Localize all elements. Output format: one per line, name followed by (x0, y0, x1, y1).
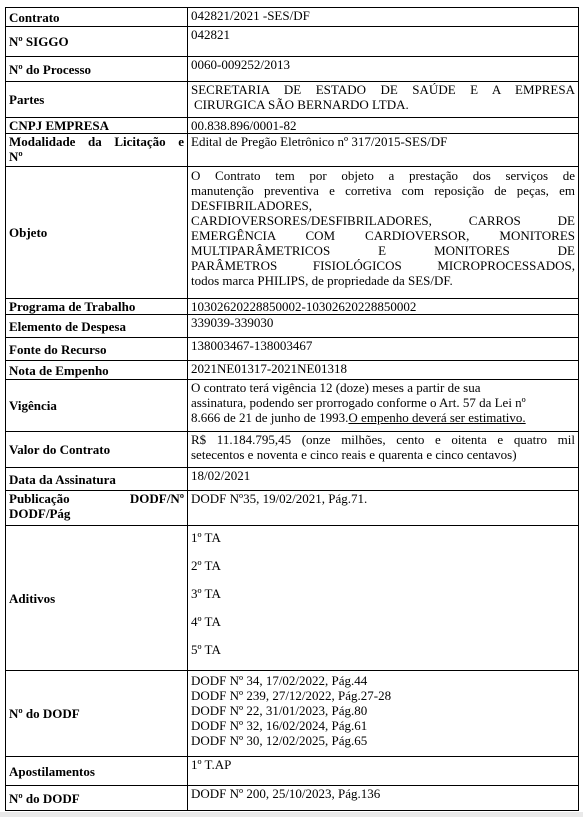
row-objeto (6, 167, 579, 299)
row-dodf-aditivos (6, 671, 579, 757)
value-programa: 10302620228850002-10302620228850002 (188, 299, 579, 315)
row-modalidade (6, 134, 579, 167)
row-siggo (6, 27, 579, 57)
label-dodf-apost: Nº do DODF (6, 786, 188, 811)
value-valor (188, 432, 579, 468)
publicacao-label-line-2: DODF/Pág (9, 506, 71, 521)
row-contrato (6, 8, 579, 27)
row-assinatura (6, 468, 579, 491)
label-programa: Programa de Trabalho (6, 299, 188, 315)
value-aditivos (188, 526, 579, 671)
dodf-aditivo-item: DODF Nº 30, 12/02/2025, Pág.65 (191, 733, 368, 748)
vigencia-line-1: O contrato terá vigência 12 (doze) meses a partir de sua (191, 380, 481, 395)
publicacao-label-line-1 (9, 491, 184, 506)
dodf-aditivo-item: DODF Nº 22, 31/01/2023, Pág.80 (191, 703, 368, 718)
value-empenho: 2021NE01317-2021NE01318 (188, 361, 579, 380)
label-fonte: Fonte do Recurso (6, 338, 188, 361)
row-elemento (6, 315, 579, 338)
objeto-line-6: MULTIPARÂMETRICOS E MONITORES DE (191, 243, 575, 258)
label-partes: Partes (6, 82, 188, 118)
aditivo-item: 2º TA (191, 558, 221, 573)
value-contrato: 042821/2021 -SES/DF (188, 8, 579, 27)
label-elemento: Elemento de Despesa (6, 315, 188, 338)
objeto-line-1: O Contrato tem por objeto a prestação dos serviços de (191, 168, 575, 183)
valor-line-1: R$ 11.184.795,45 (onze milhões, cento e oitenta e quatro mil (191, 432, 575, 447)
objeto-line-7: PARÂMETROS FISIOLÓGICOS MICROPROCESSADOS, (191, 258, 575, 273)
objeto-line-8: todos marca PHILIPS, de propriedade da SES/DF. (191, 273, 453, 288)
vigencia-line-3-underlined: O empenho deverá ser estimativo. (348, 410, 526, 425)
value-fonte: 138003467-138003467 (188, 338, 579, 361)
value-dodf-apost: DODF Nº 200, 25/10/2023, Pág.136 (188, 786, 579, 811)
label-apostilamentos: Apostilamentos (6, 757, 188, 786)
label-vigencia: Vigência (6, 380, 188, 432)
vigencia-line-3 (191, 410, 575, 425)
value-siggo: 042821 (188, 27, 579, 57)
label-aditivos: Aditivos (6, 526, 188, 671)
vigencia-line-2: assinatura, podendo ser prorrogado conforme o Art. 57 da Lei nº (191, 395, 526, 410)
label-assinatura: Data da Assinatura (6, 468, 188, 491)
dodf-aditivo-item: DODF Nº 239, 27/12/2022, Pág.27-28 (191, 688, 392, 703)
label-objeto: Objeto (6, 167, 188, 299)
objeto-line-4: CARDIOVERSORES/DESFIBRILADORES, CARROS DE (191, 213, 575, 228)
value-modalidade: Edital de Pregão Eletrônico nº 317/2015-SES/DF (188, 134, 579, 167)
dodf-aditivo-item: DODF Nº 34, 17/02/2022, Pág.44 (191, 673, 368, 688)
value-apostilamentos: 1º T.AP (188, 757, 579, 786)
aditivo-item: 4º TA (191, 614, 221, 629)
objeto-line-3: DESFIBRILADORES, (191, 198, 312, 213)
valor-line-2: setecentos e noventa e cinco reais e quarenta e cinco centavos) (191, 447, 517, 462)
partes-line-1: SECRETARIA DE ESTADO DE SAÚDE E A EMPRESA (191, 82, 575, 97)
value-dodf-aditivos (188, 671, 579, 757)
publicacao-label-left: Publicação (9, 491, 70, 506)
label-contrato: Contrato (6, 8, 188, 27)
value-cnpj: 00.838.896/0001-82 (188, 118, 579, 134)
value-objeto (188, 167, 579, 299)
row-partes (6, 82, 579, 118)
publicacao-label-right: DODF/Nº (129, 491, 184, 506)
row-dodf-apost (6, 786, 579, 811)
dodf-aditivo-item: DODF Nº 32, 16/02/2024, Pág.61 (191, 718, 368, 733)
value-assinatura: 18/02/2021 (188, 468, 579, 491)
row-aditivos (6, 526, 579, 671)
row-apostilamentos (6, 757, 579, 786)
value-partes (188, 82, 579, 118)
value-elemento: 339039-339030 (188, 315, 579, 338)
value-processo: 0060-009252/2013 (188, 57, 579, 82)
label-modalidade (6, 134, 188, 167)
aditivo-item: 1º TA (191, 530, 221, 545)
vigencia-line-3-plain: 8.666 de 21 de junho de 1993. (191, 410, 349, 425)
row-cnpj (6, 118, 579, 134)
modalidade-label-line-2: Nº (9, 149, 23, 164)
contract-table (5, 7, 579, 811)
label-siggo: Nº SIGGO (6, 27, 188, 57)
label-publicacao (6, 491, 188, 526)
row-empenho (6, 361, 579, 380)
value-publicacao: DODF Nº35, 19/02/2021, Pág.71. (188, 491, 579, 526)
row-processo (6, 57, 579, 82)
page-bottom-edge (0, 812, 583, 817)
row-programa (6, 299, 579, 315)
row-vigencia (6, 380, 579, 432)
row-valor (6, 432, 579, 468)
value-vigencia (188, 380, 579, 432)
modalidade-label-line-1: Modalidade da Licitação e (9, 134, 184, 149)
objeto-line-2: manutenção preventiva e corretiva com reposição de peças, em (191, 183, 575, 198)
label-processo: Nº do Processo (6, 57, 188, 82)
label-dodf-aditivos: Nº do DODF (6, 671, 188, 757)
aditivo-item: 5º TA (191, 642, 221, 657)
label-cnpj: CNPJ EMPRESA (6, 118, 188, 134)
partes-line-2: CIRURGICA SÃO BERNARDO LTDA. (194, 97, 409, 112)
row-publicacao (6, 491, 579, 526)
label-empenho: Nota de Empenho (6, 361, 188, 380)
row-fonte (6, 338, 579, 361)
label-valor: Valor do Contrato (6, 432, 188, 468)
objeto-line-5: EMERGÊNCIA COM CARDIOVERSOR, MONITORES (191, 228, 575, 243)
aditivo-item: 3º TA (191, 586, 221, 601)
